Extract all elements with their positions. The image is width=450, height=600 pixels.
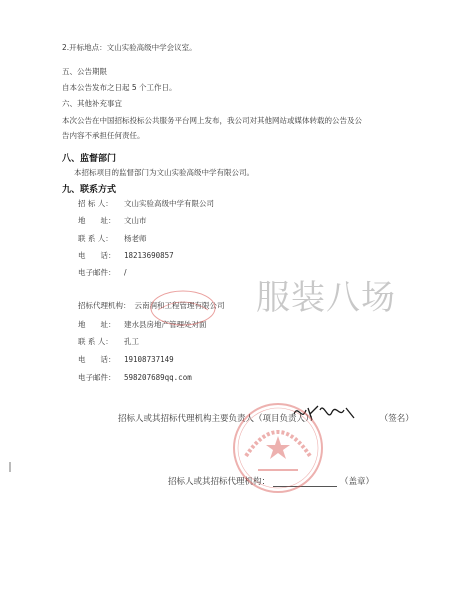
other-text-line-1: 本次公告在中国招标投标公共服务平台网上发布，我公司对其他网站或媒体转载的公告及公 [62, 116, 362, 125]
other-heading: 六、其他补充事宜 [62, 99, 122, 108]
tenderer-name-row [78, 199, 214, 209]
bid-opening-place: 2.开标地点：文山实验高级中学会议室。 [62, 43, 197, 52]
tenderer-address-value: 文山市 [124, 216, 147, 225]
agency-email-row [78, 373, 192, 383]
tenderer-name-value: 文山实验高级中学有限公司 [124, 199, 214, 208]
tenderer-person-value: 杨老师 [124, 234, 147, 243]
agency-name-label: 招标代理机构： [78, 301, 131, 310]
supervision-heading: 八、监督部门 [62, 154, 117, 164]
tenderer-phone-label: 电 话： [78, 251, 116, 260]
contact-heading: 九、联系方式 [62, 185, 117, 195]
supervision-text: 本招标项目的监督部门为文山实验高级中学有限公司。 [74, 168, 254, 177]
agency-phone-row [78, 355, 174, 365]
tenderer-email-label: 电子邮件： [78, 268, 116, 277]
sign-suffix: （签名） [379, 414, 414, 424]
watermark: 服装八场 [256, 278, 396, 318]
agency-phone-label: 电 话： [78, 355, 116, 364]
agency-name-value: 云南润和工程管理有限公司 [134, 301, 225, 310]
agency-email-label: 电子邮件： [78, 373, 116, 382]
tenderer-name-label: 招 标 人： [78, 199, 113, 208]
seal-suffix: （盖章） [340, 477, 375, 487]
tenderer-phone-value: 18213690857 [124, 251, 174, 260]
agency-email-value: 598207689qq.com [124, 373, 192, 382]
agency-seal-stamp [148, 288, 218, 328]
tenderer-person-label: 联 系 人： [78, 234, 113, 243]
scan-mark [9, 462, 11, 472]
tenderer-email-value: / [124, 268, 127, 277]
tenderer-person-row [78, 234, 147, 244]
tenderer-phone-row [78, 251, 174, 261]
other-text-line-2: 告内容不承担任何责任。 [62, 131, 145, 140]
agency-phone-value: 19108737149 [124, 355, 174, 364]
agency-person-label: 联 系 人： [78, 337, 113, 346]
official-round-stamp [228, 398, 328, 498]
period-heading: 五、公告期限 [62, 67, 107, 76]
responsible-text: 招标人或其招标代理机构主要负责人（项目负责人）： [118, 414, 318, 424]
tenderer-address-row [78, 216, 147, 226]
seal-text: 招标人或其招标代理机构： [168, 477, 271, 487]
agency-address-label: 地 址： [78, 320, 116, 329]
period-text: 自本公告发布之日起 5 个工作日。 [62, 83, 177, 92]
agency-person-row [78, 337, 139, 347]
agency-address-value: 建水县房地产管理处对面 [124, 320, 207, 329]
tenderer-email-row [78, 268, 127, 278]
tenderer-address-label: 地 址： [78, 216, 116, 225]
agency-person-value: 孔工 [124, 337, 139, 346]
